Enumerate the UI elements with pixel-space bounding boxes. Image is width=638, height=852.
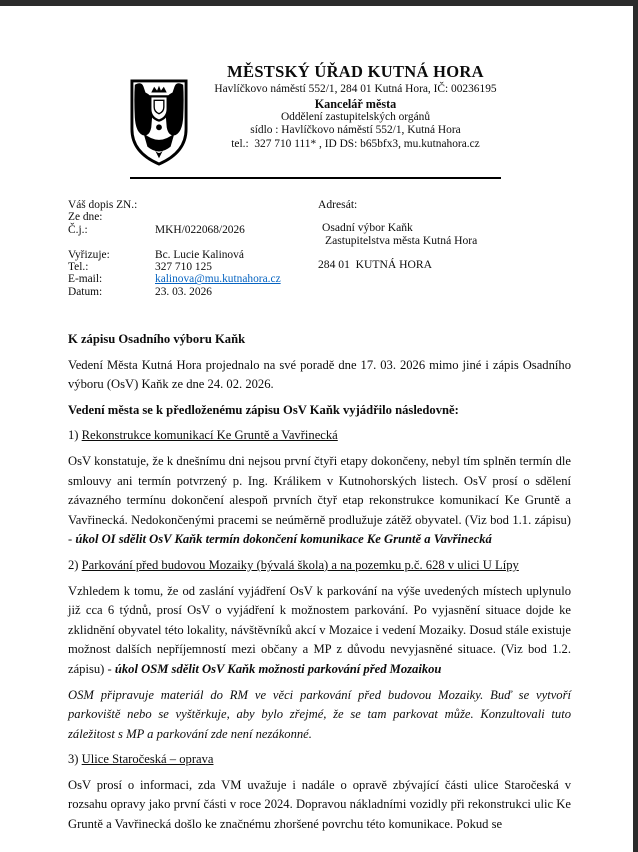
addressee-line: Zastupitelstva města Kutná Hora: [325, 233, 478, 247]
office-contact: tel.: 327 710 111* , ID DS: b65bfx3, mu.kutnahora.cz: [231, 137, 480, 150]
meta-row: [68, 199, 318, 211]
section-title: Parkování před budovou Mozaiky (bývalá škola) a na pozemku p.č. 628 v ulici U Lípy: [81, 557, 519, 572]
addressee-city: 284 01 KUTNÁ HORA: [318, 258, 433, 272]
section-number: 3): [68, 752, 79, 767]
section-1-paragraph: [68, 452, 571, 550]
meta-label: Váš dopis ZN.:: [68, 199, 138, 211]
section-title: Rekonstrukce komunikací Ke Gruntě a Vavřinecká: [81, 428, 338, 443]
letterhead: [148, 62, 563, 151]
section-1-heading: [68, 426, 571, 446]
meta-label: Č.j.:: [68, 223, 88, 236]
viewer-right-edge: [633, 0, 638, 852]
addressee-block: [318, 199, 558, 272]
addressee-line: Osadní výbor Kaňk: [322, 221, 413, 235]
meta-value: MKH/022068/2026: [155, 223, 245, 236]
office-address: Havlíčkovo náměstí 552/1, 284 01 Kutná Hora, IČ: 00236195: [214, 83, 497, 95]
meta-value: Bc. Lucie Kalinová: [155, 248, 244, 261]
letter-meta: [68, 199, 318, 298]
viewer-top-edge: [0, 0, 638, 6]
section-text: OsV prosí o informaci, zda VM uvažuje i nadále o opravě zbývající části ulice Staročeská v rozsahu opravy jako první části v roce 2024. Dopravou nákladními vozidly při rekonstrukci ulic Ke Gruntě a Vavřinecká došlo ke značnému zhoršené povrchu této komunikace. Pokud se: [68, 777, 571, 832]
office-unit: Oddělení zastupitelských orgánů: [280, 110, 431, 123]
meta-spacer: [68, 236, 318, 249]
section-number: 1): [68, 428, 79, 443]
office-seat: sídlo : Havlíčkovo náměstí 552/1, Kutná Hora: [250, 124, 461, 137]
meta-row: [68, 286, 318, 298]
meta-row: [68, 249, 318, 261]
meta-value: 23. 03. 2026: [155, 285, 212, 298]
subject-heading: K zápisu Osadního výboru Kaňk: [68, 332, 246, 346]
addressee-label: Adresát:: [318, 198, 358, 211]
meta-label: E-mail:: [68, 273, 103, 286]
section-number: 2): [68, 557, 79, 572]
section-text: OsV konstatuje, že k dnešnímu dni nejsou první čtyři etapy dokončeny, nebyl tím splněn termín dle smlouvy ani termín potvrzený p. Ing. Králikem v Kutnohorských listech. OsV prosí o sdělení závazného termínu dokončení alespoň prvních čtyř etap rekonstrukce komunikací Ke Gruntě a Vavřinecká. Nedokončenými pracemi se neúměrně prodlužuje zátěž obyvatel. (Viz bod 1.1. zápisu) -: [68, 453, 571, 547]
meta-row: [68, 273, 318, 285]
letter-body: [68, 330, 571, 841]
meta-value: 327 710 125: [155, 261, 212, 274]
section-text: Vzhledem k tomu, že od zaslání vyjádření OsV k parkování na výše uvedených místech uplynulo již cca 6 týdnů, prosí OsV o vyjádření k možnostem parkování. Po vyjasnění situace dojde ke zklidnění obyvatel této lokality, návštěvníků akcí v Mozaice i vedení Mozaiky. Dosud stále existuje možnost dalších nepříjemností mezi občany a MP z důvodu nevyjasněné situace. (Viz bod 1.2. zápisu) -: [68, 583, 571, 676]
meta-row: [68, 211, 318, 223]
task-phrase: úkol OSM sdělit OsV Kaňk možnosti parkování před Mozaikou: [114, 661, 442, 676]
office-title: MĚSTSKÝ ÚŘAD KUTNÁ HORA: [227, 62, 484, 81]
osm-note-paragraph: OSM připravuje materiál do RM ve věci parkování před budovou Mozaiky. Buď se vytvoří parkoviště nebo se vyštěrkuje, aby bylo zřejmé, že se tam parkovat může. Konzultovali tuto záležitost s MP a parkování zde není nezákonné.: [68, 687, 571, 741]
section-2-heading: [68, 556, 571, 576]
task-phrase: úkol OI sdělit OsV Kaňk termín dokončení komunikace Ke Gruntě a Vavřinecká: [75, 532, 492, 547]
meta-label: Vyřizuje:: [68, 248, 110, 261]
meta-label: Ze dne:: [68, 211, 103, 224]
meta-row: [68, 261, 318, 273]
section-3-paragraph: [68, 776, 571, 835]
office-department-bold: Kancelář města: [314, 96, 397, 111]
intro-paragraph: Vedení Města Kutná Hora projednalo na své poradě dne 17. 03. 2026 mimo jiné i zápis Osadního výboru (OsV) Kaňk ze dne 24. 02. 2026.: [68, 357, 571, 392]
section-3-heading: [68, 750, 571, 770]
header-divider: [130, 177, 501, 179]
section-2-paragraph: [68, 582, 571, 680]
statement-heading: Vedení města se k předloženému zápisu OsV Kaňk vyjádřilo následovně:: [68, 402, 459, 417]
meta-row: [68, 224, 318, 236]
email-link[interactable]: kalinova@mu.kutnahora.cz: [155, 273, 281, 286]
section-title: Ulice Staročeská – oprava: [81, 752, 214, 767]
meta-label: Datum:: [68, 285, 103, 298]
meta-label: Tel.:: [68, 261, 89, 274]
